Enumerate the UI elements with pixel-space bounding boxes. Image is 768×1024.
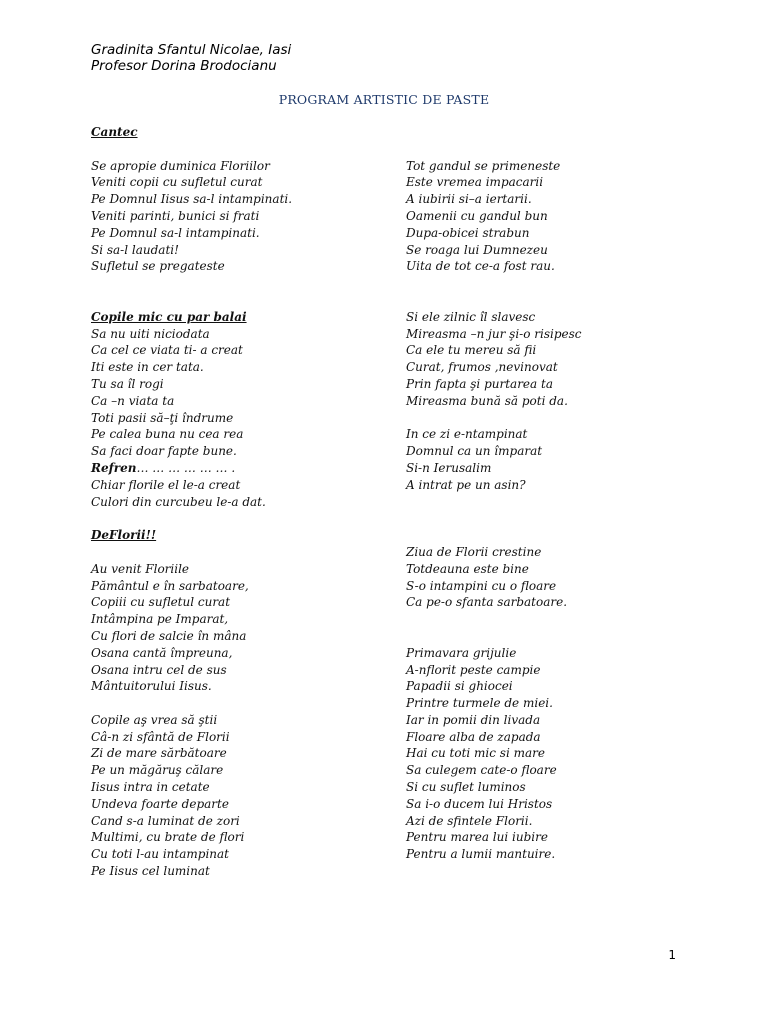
poem-line: Sa faci doar fapte bune. (91, 444, 237, 459)
poem-line: Ziua de Florii crestine (406, 544, 542, 559)
poem-line: Intâmpina pe Imparat, (91, 612, 229, 627)
teacher-name: Profesor Dorina Brodocianu (91, 58, 277, 74)
left-column (91, 124, 292, 880)
poem-line: S-o intampini cu o floare (406, 578, 557, 593)
poem-line: Si ele zilnic îl slavesc (406, 309, 536, 324)
poem-line: Zi de mare sărbătoare (91, 746, 227, 761)
poem-line: Curat, frumos ,nevinovat (406, 360, 558, 375)
poem-line: Iar in pomii din livada (406, 712, 541, 727)
poem-line: Si sa-l laudati! (91, 242, 179, 257)
poem-line: Este vremea impacarii (406, 175, 544, 190)
page-title: PROGRAM ARTISTIC DE PASTE (278, 92, 490, 107)
page-number: 1 (668, 948, 676, 962)
poem-line: Ca ele tu mereu să fii (406, 343, 537, 358)
section-heading-copile: Copile mic cu par balai (91, 309, 247, 324)
poem-line: Pe Domnul Iisus sa-l intampinati. (91, 192, 293, 207)
poem-line: Se roaga lui Dumnezeu (406, 242, 548, 257)
poem-line: Mireasma bună să poti da. (406, 393, 568, 408)
poem-line: Si cu suflet luminos (406, 780, 526, 795)
poem-line: Prin fapta şi purtarea ta (406, 376, 553, 391)
poem-line: Si-n Ierusalim (406, 460, 492, 475)
poem-line: In ce zi e-ntampinat (406, 427, 528, 442)
poem-line: Ca cel ce viata ti- a creat (91, 343, 243, 358)
poem-line: Ca pe-o sfanta sarbatoare. (406, 595, 568, 610)
poem-line: Cu toti l-au intampinat (91, 847, 229, 862)
poem-line: Tot gandul se primeneste (406, 158, 561, 173)
poem-line: Uita de tot ce-a fost rau. (406, 259, 555, 274)
poem-line: Sa nu uiti niciodata (91, 326, 210, 341)
poem-line: Osana cantă împreuna, (91, 645, 233, 660)
poem-line: Domnul ca un împarat (406, 444, 543, 459)
section-heading-cantec: Cantec (91, 125, 138, 139)
poem-line: A intrat pe un asin? (406, 477, 526, 492)
school-name: Gradinita Sfantul Nicolae, Iasi (91, 42, 292, 58)
poem-line: Toti pasii să–ţi îndrume (91, 410, 234, 425)
poem-line: Totdeauna este bine (406, 561, 529, 576)
poem-line: Papadii si ghiocei (406, 679, 513, 694)
right-column (406, 158, 582, 863)
poem-line: Osana intru cel de sus (91, 662, 227, 677)
poem-line: Oamenii cu gandul bun (406, 208, 548, 223)
poem-line: Copiii cu sufletul curat (91, 595, 231, 610)
poem-line: Undeva foarte departe (91, 796, 229, 811)
poem-line: Pentru marea lui iubire (406, 830, 548, 845)
poem-line: Printre turmele de miei. (406, 696, 553, 711)
poem-line: Sufletul se pregateste (91, 259, 225, 274)
refren-dots: … … … … … … . (136, 460, 236, 475)
poem-line: Cu flori de salcie în mâna (91, 628, 247, 643)
refren-label: Refren (91, 460, 137, 475)
poem-line: Azi de sfintele Florii. (406, 813, 533, 828)
poem-line: Chiar florile el le-a creat (91, 477, 241, 492)
refren-line (91, 460, 292, 477)
poem-line: Pământul e în sarbatoare, (91, 578, 249, 593)
poem-line: A-nflorit peste campie (406, 662, 541, 677)
poem-line: Mântuitorului Iisus. (91, 679, 212, 694)
poem-line: Se apropie duminica Floriilor (91, 158, 270, 173)
poem-line: Câ-n zi sfântă de Florii (91, 729, 230, 744)
poem-line: Mireasma –n jur şi-o risipesc (406, 326, 582, 341)
poem-line: Tu sa îl rogi (91, 376, 164, 391)
poem-line: Dupa-obicei strabun (406, 225, 530, 240)
poem-line: Pe calea buna nu cea rea (91, 427, 244, 442)
poem-line: Sa i-o ducem lui Hristos (406, 796, 553, 811)
poem-line: A iubirii si–a iertarii. (406, 192, 532, 207)
poem-line: Culori din curcubeu le-a dat. (91, 494, 266, 509)
poem-line: Multimi, cu brate de flori (91, 830, 245, 845)
poem-line: Veniti copii cu sufletul curat (91, 175, 263, 190)
poem-line: Au venit Floriile (91, 561, 190, 576)
poem-line: Veniti parinti, bunici si frati (91, 208, 260, 223)
poem-line: Hai cu toti mic si mare (406, 746, 545, 761)
poem-line: Iisus intra in cetate (91, 780, 210, 795)
document-header (91, 42, 291, 74)
poem-line: Pentru a lumii mantuire. (406, 847, 556, 862)
poem-line: Pe Domnul sa-l intampinati. (91, 225, 260, 240)
poem-line: Copile aş vrea să ştii (91, 712, 218, 727)
poem-line: Pe Iisus cel luminat (91, 864, 210, 879)
poem-line: Ca –n viata ta (91, 393, 175, 408)
poem-line: Primavara grijulie (406, 645, 517, 660)
poem-line: Floare alba de zapada (406, 729, 541, 744)
poem-line: Cand s-a luminat de zori (91, 813, 240, 828)
poem-line: Sa culegem cate-o floare (406, 763, 557, 778)
poem-line: Iti este in cer tata. (91, 360, 204, 375)
section-heading-deflorii: DeFlorii!! (91, 528, 157, 543)
poem-line: Pe un măgăruş călare (91, 763, 224, 778)
